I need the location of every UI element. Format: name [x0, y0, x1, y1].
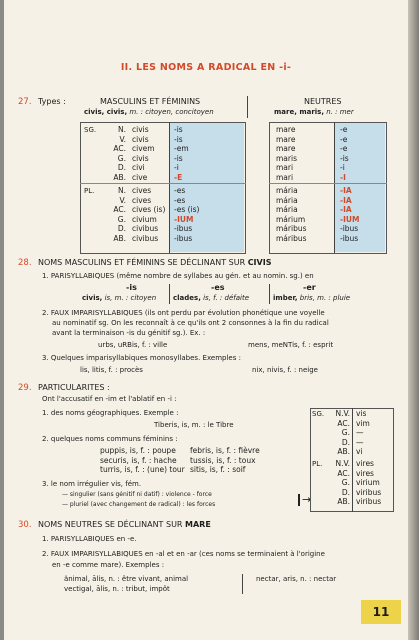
example: civis, is, m. : citoyen: [82, 294, 157, 302]
masc-header: MASCULINS ET FÉMININS: [100, 97, 201, 106]
example: lis, litis, f. : procès: [80, 366, 143, 374]
cell: AC.: [113, 144, 126, 154]
cell: N.: [118, 125, 126, 134]
ending-label: -er: [303, 283, 316, 292]
cell: -is: [174, 134, 183, 144]
cell: V.: [119, 134, 126, 144]
example: Tiberis, is, m. : le Tibre: [154, 421, 234, 429]
example: ănimal, ālis, n. : être vivant, animal: [64, 575, 189, 583]
types-label: Types :: [38, 97, 66, 106]
cell: -E: [174, 172, 183, 182]
book-page: [4, 0, 408, 640]
table-divider: [334, 122, 335, 253]
cell: AB.: [337, 497, 350, 507]
divider: [269, 284, 270, 304]
paragraph-number: 30.: [18, 520, 32, 530]
word-column: [132, 186, 165, 244]
rule-text: 3. Quelques imparisyllabiques monosyllabes. Exemples :: [42, 354, 241, 362]
divider: [169, 284, 170, 304]
cell: D.: [341, 437, 350, 447]
example-list: [100, 446, 185, 475]
ending-label: -is: [126, 283, 137, 292]
case-column: [100, 186, 126, 244]
ending-column: [174, 186, 199, 244]
divider: [242, 574, 243, 594]
rule-text: 1. PARISYLLABIQUES (même nombre de syllabes au gén. et au nomin. sg.) en: [42, 272, 314, 280]
ending-column: [340, 125, 349, 183]
divider: [247, 96, 248, 118]
rule-text: 2. FAUX IMPARISYLLABIQUES en -al et en -ar (ces noms se terminaient à l'origine: [42, 550, 325, 558]
cell: civis: [132, 125, 149, 134]
cell: virium: [356, 478, 380, 488]
cell: cives (is): [132, 205, 166, 215]
rule-text: 2. quelques noms communs féminins :: [42, 435, 178, 443]
cell: civis: [132, 134, 149, 144]
cell: -IUM: [174, 214, 194, 224]
sg-label: SG.: [312, 410, 325, 418]
cell: vires: [356, 459, 374, 468]
cell: -es: [174, 195, 186, 205]
cell: -es: [174, 186, 186, 195]
table-divider: [352, 408, 353, 512]
cell: -ibus: [340, 233, 359, 243]
cell: -e: [340, 144, 348, 154]
cell: D.: [117, 224, 126, 234]
example: imber, bris, m. : pluie: [273, 294, 351, 302]
cell: civem: [132, 144, 155, 154]
cell: cives: [132, 195, 152, 205]
example: nix, nivis, f. : neige: [252, 366, 318, 374]
cell: -IA: [340, 205, 352, 215]
section-heading: PARTICULARITES :: [38, 383, 110, 392]
cell: viribus: [356, 497, 382, 507]
section-title: II. LES NOMS A RADICAL EN -i-: [120, 62, 292, 73]
example: nectar, aris, n. : nectar: [256, 575, 337, 583]
ending-column: [174, 125, 189, 183]
cell: -IUM: [340, 214, 360, 224]
cell: V.: [119, 195, 126, 205]
case-column: [326, 409, 350, 457]
sg-label: SG.: [84, 126, 97, 134]
cell: -i: [174, 163, 179, 173]
cell: D.: [117, 163, 126, 173]
cell: AC.: [337, 468, 350, 478]
cell: mária: [276, 195, 298, 205]
cell: vi: [356, 447, 363, 457]
arrow-icon: →: [298, 494, 311, 506]
rule-text: 1. PARISYLLABIQUES en -e.: [42, 535, 137, 543]
section-heading: NOMS MASCULINS ET FÉMININS SE DÉCLINANT SUR CIVIS: [38, 258, 272, 267]
cell: N.: [118, 186, 126, 195]
table-row-divider: [80, 183, 246, 184]
pl-label: PL.: [312, 460, 323, 468]
cell: márium: [276, 214, 306, 224]
example: clades, is, f. : défaite: [173, 294, 250, 302]
neut-example: mare, maris, n. : mer: [274, 108, 354, 116]
cell: -IA: [340, 195, 352, 205]
word-column: [276, 125, 297, 183]
paragraph-number: 28.: [18, 258, 32, 268]
rule-text: au nominatif sg. On les reconnaît à ce qu'ils ont 2 consonnes à la fin du radical: [52, 319, 329, 327]
cell: puppis, is, f. : poupe: [100, 446, 176, 455]
cell: civibus: [132, 224, 159, 234]
cell: -is: [340, 153, 349, 163]
cell: -em: [174, 144, 189, 154]
cell: AC.: [337, 418, 350, 428]
rule-text: en -e comme mare). Exemples :: [52, 561, 165, 569]
cell: G.: [341, 478, 350, 488]
cell: mare: [276, 134, 296, 144]
cell: AB.: [337, 447, 350, 457]
cell: máribus: [276, 233, 307, 243]
paragraph-number: 29.: [18, 383, 32, 393]
word-column: [276, 186, 307, 244]
cell: vires: [356, 468, 374, 478]
rule-text: 1. des noms géographiques. Exemple :: [42, 409, 179, 417]
rule-text: 2. FAUX IMPARISYLLABIQUES (ils ont perdu par évolution phonétique une voyelle: [42, 309, 325, 317]
cell: vim: [356, 418, 370, 428]
cell: febris, is, f. : fièvre: [190, 446, 260, 455]
ending-label: -es: [211, 283, 225, 292]
example-list: [190, 446, 260, 475]
cell: -I: [340, 172, 346, 182]
cell: —: [356, 428, 364, 438]
cell: civis: [132, 153, 149, 163]
cell: -e: [340, 134, 348, 144]
cell: civium: [132, 214, 157, 224]
cell: G.: [117, 214, 126, 224]
table-divider: [169, 122, 170, 253]
cell: AC.: [113, 205, 126, 215]
cell: cives: [132, 186, 152, 195]
cell: G.: [117, 153, 126, 163]
rule-text: Ont l'accusatif en -im et l'ablatif en -i :: [42, 395, 177, 403]
rule-text: 3. le nom irrégulier vis, fém.: [42, 480, 142, 488]
cell: civi: [132, 163, 145, 173]
cell: -es (is): [174, 205, 200, 215]
cell: —: [356, 437, 364, 447]
cell: mare: [276, 125, 296, 134]
neut-header: NEUTRES: [304, 97, 342, 106]
cell: sitis, is, f. : soif: [190, 465, 246, 475]
rule-text: — singulier (sans génitif ni datif) : violence - force: [62, 491, 212, 498]
ending-column: [340, 186, 359, 244]
cell: mari: [276, 172, 294, 182]
cell: N.V.: [335, 459, 350, 468]
example: vectigal, ālis, n. : tribut, impôt: [64, 585, 170, 593]
cell: securis, is, f. : hache: [100, 455, 177, 465]
cell: -IA: [340, 186, 352, 195]
example: mens, meNTis, f. : esprit: [248, 341, 334, 349]
case-column: [326, 459, 350, 507]
section-heading: NOMS NEUTRES SE DÉCLINANT SUR MARE: [38, 520, 211, 529]
cell: AB.: [113, 233, 126, 243]
cell: -e: [340, 125, 348, 134]
cell: mari: [276, 163, 294, 173]
cell: G.: [341, 428, 350, 438]
page-edge: [408, 0, 419, 640]
cell: mária: [276, 205, 298, 215]
cell: mare: [276, 144, 296, 154]
word-column: [132, 125, 155, 183]
cell: máribus: [276, 224, 307, 234]
table-row-divider: [269, 183, 387, 184]
form-column: [356, 459, 381, 507]
cell: D.: [341, 487, 350, 497]
paragraph-number: 27.: [18, 97, 32, 107]
cell: AB.: [113, 172, 126, 182]
rule-text: — pluriel (avec changement de radical) : les forces: [62, 501, 216, 508]
cell: -is: [174, 125, 183, 134]
example: urbs, uRBis, f. : ville: [98, 341, 168, 349]
cell: mária: [276, 186, 298, 195]
masc-example: civis, civis, m. : citoyen, concitoyen: [84, 108, 214, 116]
rule-text: avant la terminaison -is du génitif sg.). Ex. :: [52, 329, 206, 337]
pl-label: PL.: [84, 187, 95, 195]
cell: cive: [132, 172, 148, 182]
cell: -is: [174, 153, 183, 163]
cell: tussis, is, f. : toux: [190, 455, 256, 465]
case-column: [100, 125, 126, 183]
cell: maris: [276, 153, 297, 163]
cell: turris, is, f. : (une) tour: [100, 465, 185, 475]
page-number: 11: [361, 600, 401, 624]
cell: vis: [356, 409, 367, 418]
cell: N.V.: [335, 409, 350, 418]
cell: viribus: [356, 487, 382, 497]
cell: -ibus: [340, 224, 359, 234]
cell: -ibus: [174, 224, 193, 234]
cell: civibus: [132, 233, 159, 243]
cell: -ibus: [174, 233, 193, 243]
cell: -i: [340, 163, 345, 173]
form-column: [356, 409, 370, 457]
